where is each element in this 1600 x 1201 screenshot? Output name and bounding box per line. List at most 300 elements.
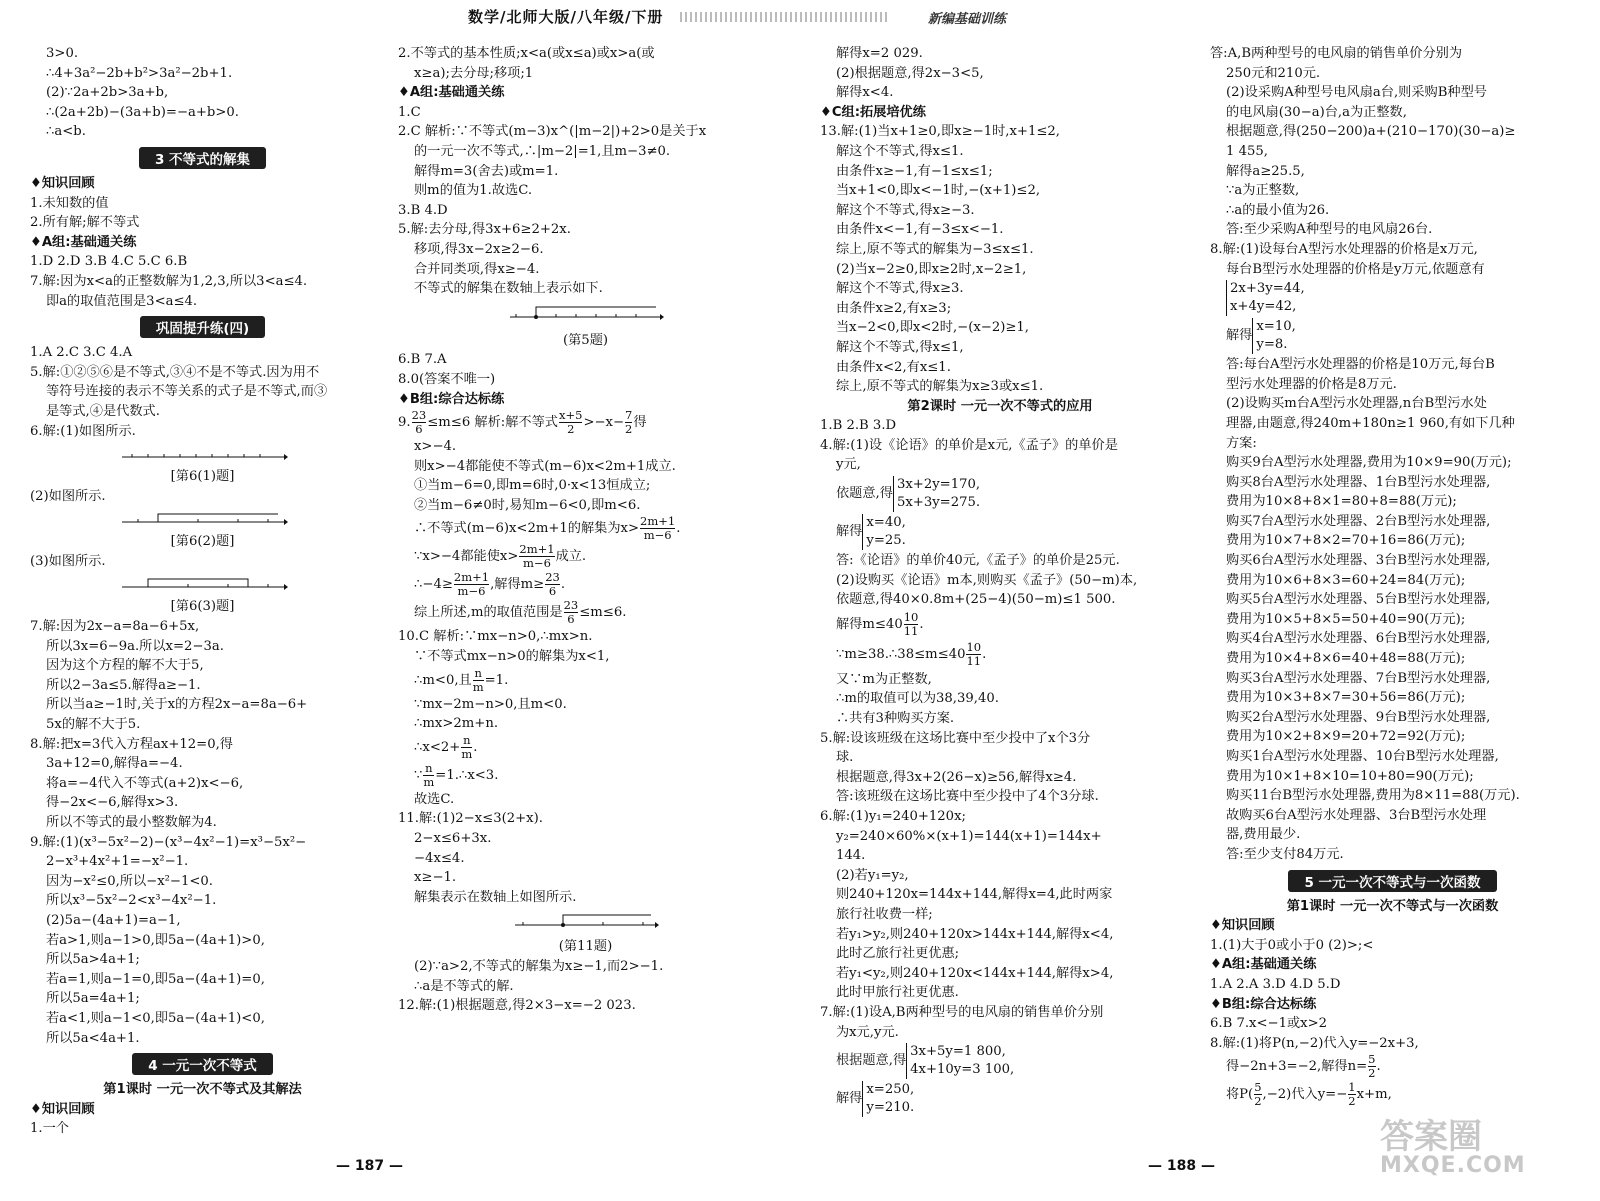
text-segment: 依题意,得 (836, 486, 893, 502)
fraction-numerator: 7 (625, 408, 633, 423)
subsection-heading: ♦知识回顾 (30, 175, 95, 191)
fraction-denominator: 2 (625, 422, 633, 437)
text-line: ①当m−6=0,即m=6时,0·x<13恒成立; (414, 478, 651, 494)
text-line: 1.B 2.B 3.D (820, 418, 897, 434)
text-line (820, 610, 1180, 640)
subsection-heading: ♦B组:综合达标练 (1210, 996, 1317, 1012)
text-line: 型污水处理器的价格是8万元. (1226, 376, 1397, 392)
text-line: 所以5a=4a+1; (46, 991, 140, 1007)
text-line: 此时甲旅行社更优惠. (836, 985, 959, 1001)
equation-system (1252, 318, 1295, 354)
fraction-denominator: m (423, 774, 435, 789)
section-title: 3 不等式的解集 (139, 147, 266, 169)
text-line: 综上,原不等式的解集为x≥3或x≤1. (836, 379, 1044, 395)
equation: x+4y=42, (1230, 298, 1297, 314)
figure-caption: [第6(3)题] (170, 599, 235, 615)
fraction-denominator: 11 (966, 653, 982, 668)
text-line: 将a=−4代入不等式(a+2)x<−6, (46, 775, 244, 791)
text-line (398, 571, 773, 599)
text-line (820, 1080, 1180, 1118)
text-segment: 根据题意,得 (836, 1053, 907, 1069)
fraction (1368, 1053, 1375, 1080)
text-line: y元, (836, 457, 861, 473)
subsection-heading: ♦知识回顾 (1210, 918, 1275, 934)
text-line: 若y₁<y₂,则240+120x<144x+144,解得x>4, (836, 965, 1114, 981)
text-line: 4.解:(1)设《论语》的单价是x元,《孟子》的单价是 (820, 437, 1118, 453)
text-line: 10.C 解析:∵mx−n>0,∴mx>n. (398, 629, 593, 645)
equation: x=40, (866, 514, 906, 530)
column-1 (30, 44, 375, 1139)
fraction-denominator: m−6 (643, 528, 672, 543)
text-segment: ∵m≥38.∴38≤m≤40 (836, 646, 966, 662)
text-line: 由条件x<−1,有−3≤x<−1. (836, 222, 1004, 238)
text-line: 2.C 解析:∵不等式(m−3)x^(|m−2|)+2>0是关于x (398, 124, 707, 140)
text-segment: ∵ (414, 767, 423, 783)
fraction-denominator: 2 (1368, 1066, 1376, 1081)
text-line: 13.解:(1)当x+1≥0,即x≥−1时,x+1≤2, (820, 124, 1060, 140)
fraction-numerator: 23 (411, 408, 427, 423)
equation-system (893, 476, 980, 512)
text-line (1210, 1081, 1575, 1109)
text-line: (2)根据题意,得2x−3<5, (836, 65, 984, 81)
text-line: 8.0(答案不唯一) (398, 371, 496, 387)
text-line: 所以x³−5x²−2<x³−4x²−1. (46, 893, 217, 909)
fraction (454, 571, 489, 598)
lesson-title: 第1课时 一元一次不等式及其解法 (103, 1082, 302, 1098)
text-segment: 9. (398, 415, 411, 431)
text-line: 答:《论语》的单价40元,《孟子》的单价是25元. (836, 553, 1120, 569)
watermark-logo-text: 答案圈 (1380, 1117, 1482, 1157)
text-line: 144. (836, 848, 866, 864)
text-line: 旅行社收费一样; (836, 906, 933, 922)
equation-system (862, 1081, 914, 1117)
text-line: 所以2−3a≤5.解得a≥−1. (46, 677, 201, 693)
number-line (511, 911, 661, 933)
number-line-figure (398, 303, 773, 327)
text-line: 8.解:(1)设每台A型污水处理器的价格是x万元, (1210, 241, 1478, 257)
text-line: 方案: (1226, 435, 1257, 451)
text-line: 9.解:(1)(x³−5x²−2)−(x³−4x²−1)=x³−5x²− (30, 834, 307, 850)
equation: 4x+10y=3 100, (910, 1061, 1015, 1077)
text-line: ∵不等式mx−n>0的解集为x<1, (414, 649, 610, 665)
lesson-title: 第2课时 一元一次不等式的应用 (907, 398, 1093, 414)
text-line: 根据题意,得(250−200)a+(210−170)(30−a)≥ (1226, 124, 1516, 140)
text-segment: 成立. (555, 549, 587, 565)
text-line: 解这个不等式,得x≤1. (836, 143, 964, 159)
text-line: 解这个不等式,得x≤1, (836, 339, 964, 355)
fraction (640, 515, 675, 542)
fraction-numerator: n (425, 760, 433, 775)
text-line: 由条件x≥−1,有−1≤x≤1; (836, 163, 993, 179)
text-line: 购买9台A型污水处理器,费用为10×9=90(万元); (1226, 455, 1512, 471)
text-line: 由条件x≥2,有x≥3; (836, 300, 952, 316)
equation: x=250, (866, 1081, 915, 1097)
fraction-denominator: m (461, 746, 473, 761)
fraction-denominator: 6 (567, 612, 575, 627)
text-line: ②当m−6≠0时,易知m−6<0,即m<6. (414, 497, 641, 513)
text-line (820, 513, 1180, 551)
fraction-numerator: 2m+1 (453, 570, 490, 585)
fraction-numerator: n (474, 665, 482, 680)
text-segment: ∴m<0,且 (414, 672, 472, 688)
text-line: 当x−2<0,即x<2时,−(x−2)≥1, (836, 320, 1029, 336)
text-line: 购买3台A型污水处理器、7台B型污水处理器, (1226, 670, 1491, 686)
text-line: 则240+120x=144x+144,解得x=4,此时两家 (836, 887, 1113, 903)
text-line: y₂=240×60%×(x+1)=144(x+1)=144x+ (836, 828, 1102, 844)
text-line: 7.解:因为x<a的正整数解为1,2,3,所以3<a≤4. (30, 273, 308, 289)
text-line: 当x+1<0,即x<−1时,−(x+1)≤2, (836, 183, 1041, 199)
text-line (1210, 317, 1575, 355)
text-segment: 得−2n+3=−2,解得n= (1226, 1059, 1368, 1075)
fraction (412, 409, 427, 436)
text-line: 3>0. (46, 46, 79, 61)
text-line: 8.解:(1)将P(n,−2)代入y=−2x+3, (1210, 1035, 1419, 1051)
text-line: x≥−1. (414, 870, 457, 886)
text-line: 250元和210元. (1226, 65, 1321, 81)
number-line (118, 575, 288, 593)
fraction (473, 667, 484, 694)
fraction-numerator: n (463, 732, 471, 747)
text-line (1210, 1053, 1575, 1081)
text-line: 因为这个方程的解不大于5, (46, 658, 204, 674)
text-segment: 将P( (1226, 1087, 1254, 1103)
fraction (564, 599, 579, 626)
section-title: 5 一元一次不等式与一次函数 (1288, 870, 1496, 892)
text-line: (2)设采购A种型号电风扇a台,则采购B种型号 (1226, 85, 1487, 101)
equation: y=8. (1256, 336, 1288, 352)
text-line: 5x的解不大于5. (46, 717, 141, 733)
text-line: 费用为10×5+8×5=50+40=90(万元); (1226, 611, 1466, 627)
equation: 2x+3y=44, (1230, 280, 1305, 296)
text-line: 购买5台A型污水处理器、5台B型污水处理器, (1226, 592, 1491, 608)
fraction-denominator: m−6 (457, 584, 486, 599)
text-line: 购买1台A型污水处理器、10台B型污水处理器, (1226, 749, 1499, 764)
fraction-denominator: 2 (1254, 1094, 1262, 1109)
text-line: ∴a<b. (46, 124, 86, 140)
text-line: 此时乙旅行社更优惠; (836, 946, 960, 962)
text-line (398, 734, 773, 762)
fraction-denominator: 6 (415, 422, 423, 437)
text-line: 1.(1)大于0或小于0 (2)>;< (1210, 937, 1374, 953)
text-line (398, 543, 773, 571)
fraction (966, 641, 981, 668)
equation: x=10, (1256, 318, 1296, 334)
fraction (625, 409, 632, 436)
text-segment: . (982, 646, 987, 662)
text-line: 12.解:(1)根据题意,得2×3−x=−2 023. (398, 998, 636, 1014)
text-line: 移项,得3x−2x≥2−6. (414, 241, 544, 257)
text-line: 解集表示在数轴上如图所示. (414, 889, 577, 905)
text-segment: ∴−4≥ (414, 577, 453, 593)
text-line: 11.解:(1)2−x≤3(2+x). (398, 811, 543, 827)
text-segment: . (919, 616, 924, 632)
text-line: 理器,由题意,得240m+180n≥1 960,有如下几种 (1226, 415, 1515, 431)
text-line: 所以5a>4a+1; (46, 952, 140, 968)
text-line: 所以5a<4a+1. (46, 1030, 140, 1046)
page-number-left: — 187 — (336, 1158, 403, 1174)
subsection-heading: ♦A组:基础通关练 (30, 234, 137, 250)
text-line: 6.解:(1)如图所示. (30, 423, 136, 439)
text-line: 2.不等式的基本性质;x<a(或x≤a)或x>a(或 (398, 46, 655, 61)
equation: 3x+5y=1 800, (910, 1043, 1006, 1059)
header-title: 数学/北师大版/八年级/下册 (468, 8, 664, 26)
text-line: 所以当a≥−1时,关于x的方程2x−a=8a−6+ (46, 697, 308, 713)
number-line (118, 445, 288, 463)
text-line: (2)设购买m台A型污水处理器,n台B型污水处 (1226, 396, 1487, 412)
text-line: 若a=1,则a−1=0,即5a−(4a+1)=0, (46, 971, 265, 987)
header-brand: 新编基础训练 (928, 12, 1007, 27)
fraction (1348, 1081, 1355, 1108)
text-line: 7.解:因为2x−a=8a−6+5x, (30, 619, 200, 635)
equation-system (1226, 280, 1305, 316)
text-line: 所以不等式的最小整数解为4. (46, 815, 217, 830)
text-line: ∴(2a+2b)−(3a+b)=−a+b>0. (46, 104, 239, 120)
fraction (904, 611, 919, 638)
text-line: 解得a≥25.5, (1226, 163, 1305, 179)
fraction-numerator: 10 (903, 609, 919, 624)
text-line: 答:每台A型污水处理器的价格是10万元,每台B (1226, 357, 1495, 373)
text-line: 费用为10×1+8×10=10+80=90(万元); (1226, 768, 1474, 784)
fraction (559, 409, 582, 436)
text-line: x>−4. (414, 439, 457, 455)
text-segment: 解得 (836, 1091, 863, 1107)
text-segment: ∴x<2+ (414, 739, 461, 755)
fraction (1254, 1081, 1261, 1108)
fraction-numerator: 10 (966, 639, 982, 654)
fraction-numerator: 1 (1348, 1080, 1356, 1095)
text-line: ∵mx−2m−n>0,且m<0. (414, 696, 567, 712)
subsection-heading: ♦A组:基础通关练 (1210, 957, 1317, 973)
text-segment: ≤m≤6 解析:解不等式 (427, 415, 558, 431)
text-line: 3.B 4.D (398, 202, 448, 218)
text-line: ∴a的最小值为26. (1226, 202, 1330, 218)
equation: y=210. (866, 1099, 915, 1115)
text-line: 答:至少采购A种型号的电风扇26台. (1226, 222, 1433, 238)
text-line: 所以3x=6−9a.所以x=2−3a. (46, 638, 224, 654)
fraction-denominator: m (472, 679, 484, 694)
subsection-heading: ♦C组:拓展培优练 (820, 104, 926, 120)
text-line: 6.B 7.A (398, 352, 447, 368)
text-line: 合并同类项,得x≥−4. (414, 261, 540, 277)
text-segment: 解得m≤40 (836, 616, 903, 632)
text-line (820, 475, 1180, 513)
figure-caption: (第11题) (558, 939, 613, 955)
text-line: ∴共有3种购买方案. (836, 711, 955, 727)
fraction-numerator: 5 (1254, 1080, 1262, 1095)
text-line: 若y₁>y₂,则240+120x>144x+144,解得x<4, (836, 926, 1114, 942)
text-line: 答:A,B两种型号的电风扇的销售单价分别为 (1210, 46, 1463, 61)
fraction-denominator: 2 (567, 422, 575, 437)
text-line: ∴4+3a²−2b+b²>3a²−2b+1. (46, 65, 233, 81)
figure-caption: (第5题) (562, 332, 609, 348)
text-line: 则x>−4都能使不等式(m−6)x<2m+1成立. (414, 458, 676, 474)
text-line: 1.未知数的值 (30, 195, 109, 211)
text-line: 1 455, (1226, 143, 1268, 159)
text-line: (2)如图所示. (30, 488, 106, 504)
number-line-figure (30, 445, 375, 463)
fraction-denominator: 2 (1348, 1094, 1356, 1109)
text-segment: ≤m≤6. (579, 605, 627, 621)
text-line: 费用为10×2+8×9=20+72=92(万元); (1226, 729, 1466, 745)
text-line: 5.解:去分母,得3x+6≥2+2x. (398, 222, 571, 238)
text-line: 器,费用最少. (1226, 827, 1301, 843)
text-line: 费用为10×8+8×1=80+8=88(万元); (1226, 494, 1457, 510)
equation-system (906, 1043, 1014, 1079)
text-line: (2)设购买《论语》m本,则购买《孟子》(50−m)本, (836, 572, 1138, 588)
fraction-numerator: 23 (563, 598, 579, 613)
text-line (1210, 279, 1575, 317)
text-line: 解得x<4. (836, 85, 894, 101)
text-line: (2)∵2a+2b>3a+b, (46, 85, 169, 101)
text-segment: ∴不等式(m−6)x<2m+1的解集为x> (414, 521, 640, 537)
text-segment: ,解得m≥ (490, 577, 545, 593)
text-line: 答:该班级在这场比赛中至少投中了4个3分球. (836, 789, 1099, 805)
text-line: 3a+12=0,解得a=−4. (46, 756, 183, 772)
column-4 (1210, 44, 1575, 1109)
text-line: (2)若y₁=y₂, (836, 867, 909, 883)
equation-system (862, 514, 905, 550)
text-line: 等符号连接的表示不等关系的式子是不等式,而③ (46, 384, 328, 400)
fraction (519, 543, 554, 570)
fraction-denominator: 6 (548, 584, 557, 599)
text-line (398, 762, 773, 790)
text-line: 每台B型污水处理器的价格是y万元,依题意有 (1226, 261, 1485, 277)
text-segment: =1.∴x<3. (435, 767, 499, 783)
lesson-title: 第1课时 一元一次不等式与一次函数 (1286, 898, 1499, 914)
text-line: (2)∵a>2,不等式的解集为x≥−1,而2>−1. (414, 959, 664, 974)
equation: 3x+2y=170, (896, 476, 981, 492)
fraction (545, 571, 560, 598)
text-line: x≥a);去分母;移项;1 (414, 65, 534, 81)
text-line: 费用为10×3+8×7=30+56=86(万元); (1226, 690, 1466, 706)
fraction-numerator: x+5 (559, 408, 583, 423)
text-line (398, 667, 773, 695)
text-line: 购买6台A型污水处理器、3台B型污水处理器, (1226, 553, 1491, 569)
text-line (398, 409, 773, 437)
text-line: 购买7台A型污水处理器、2台B型污水处理器, (1226, 513, 1491, 529)
text-line: 又∵m为正整数, (836, 671, 932, 687)
subsection-heading: ♦B组:综合达标练 (398, 391, 505, 407)
text-segment: . (560, 577, 566, 593)
text-line: (2)当x−2≥0,即x≥2时,x−2≥1, (836, 261, 1027, 277)
column-2 (398, 44, 773, 1016)
text-line: 解得m=3(舍去)或m=1. (414, 163, 559, 179)
text-line: 综上,原不等式的解集为−3≤x≤1. (836, 241, 1034, 257)
watermark-url: MXQE.COM (1380, 1153, 1526, 1178)
section-title: 4 一元一次不等式 (132, 1053, 273, 1075)
text-segment: >−x− (583, 415, 625, 431)
fraction (423, 762, 434, 789)
fraction-numerator: 5 (1368, 1052, 1376, 1067)
fraction-denominator: 11 (903, 623, 919, 638)
fraction-numerator: 2m+1 (519, 542, 555, 557)
text-line: 根据题意,得3x+2(26−x)≥56,解得x≥4. (836, 769, 1077, 785)
text-line: 5.解:①②⑤⑥是不等式,③④不是不等式.因为用不 (30, 364, 320, 380)
text-line: 2−x³+4x²+1=−x²−1. (46, 854, 189, 870)
text-line: 是等式,④是代数式. (46, 403, 160, 419)
text-line: 依题意,得40×0.8m+(25−4)(50−m)≤1 500. (836, 592, 1116, 608)
text-line: 则m的值为1.故选C. (414, 183, 533, 199)
text-line: 1.D 2.D 3.B 4.C 5.C 6.B (30, 254, 188, 270)
text-line (398, 515, 773, 543)
text-line: 8.解:把x=3代入方程ax+12=0,得 (30, 736, 233, 752)
text-segment: . (1376, 1059, 1381, 1075)
number-line-figure (30, 510, 375, 528)
text-line: 购买4台A型污水处理器、6台B型污水处理器, (1226, 631, 1491, 647)
fraction-numerator: 2m+1 (640, 514, 676, 529)
fraction (461, 734, 472, 761)
text-line: 故选C. (414, 791, 455, 807)
figure-caption: [第6(2)题] (170, 534, 235, 550)
equation: y=25. (866, 532, 906, 548)
text-line: 球. (836, 750, 854, 766)
text-line: 的一元一次不等式,∴|m−2|=1,且m−3≠0. (414, 143, 671, 159)
text-line: 7.解:(1)设A,B两种型号的电风扇的销售单价分别 (820, 1004, 1104, 1020)
text-line: (3)如图所示. (30, 553, 106, 569)
text-segment: 综上所述,m的取值范围是 (414, 605, 563, 621)
text-line: 1.A 2.C 3.C 4.A (30, 345, 133, 361)
text-line: (2)5a−(4a+1)=a−1, (46, 912, 181, 928)
subsection-heading: ♦知识回顾 (30, 1101, 95, 1117)
text-line: 若a<1,则a−1<0,即5a−(4a+1)<0, (46, 1010, 265, 1026)
text-line: ∴mx>2m+n. (414, 716, 499, 732)
number-line-figure (398, 911, 773, 933)
text-line: 得−2x<−6,解得x>3. (46, 795, 179, 811)
text-segment: ∵x>−4都能使x> (414, 549, 519, 565)
page-header (0, 0, 1600, 34)
section-title: 巩固提升练(四) (140, 316, 265, 338)
text-segment: =1. (484, 672, 509, 688)
fraction-denominator: m−6 (523, 556, 551, 571)
text-line: 的电风扇(30−a)台,a为正整数, (1226, 104, 1407, 120)
text-line: 购买11台B型污水处理器,费用为8×11=88(万元). (1226, 788, 1520, 804)
text-line: 解得x=2 029. (836, 46, 923, 61)
text-line: 即a的取值范围是3<a≤4. (46, 293, 198, 309)
text-line: 为x元,y元. (836, 1024, 899, 1040)
column-3 (820, 44, 1180, 1118)
number-line (118, 510, 288, 528)
text-segment: . (473, 739, 478, 755)
text-line: 购买8台A型污水处理器、1台B型污水处理器, (1226, 474, 1491, 490)
text-line: ∵a为正整数, (1226, 183, 1300, 199)
text-line: 因为−x²≤0,所以−x²−1<0. (46, 873, 214, 889)
fraction-numerator: 23 (545, 570, 560, 585)
number-line-figure (30, 575, 375, 593)
subsection-heading: ♦A组:基础通关练 (398, 85, 505, 101)
text-line: 2−x≤6+3x. (414, 831, 492, 847)
text-segment: 解得 (836, 524, 863, 540)
text-line: −4x≤4. (414, 850, 465, 866)
text-line: 费用为10×6+8×3=60+24=84(万元); (1226, 572, 1466, 588)
text-line (820, 1042, 1180, 1080)
text-line: 1.一个 (30, 1121, 69, 1137)
text-line (398, 599, 773, 627)
text-line: 5.解:设该班级在这场比赛中至少投中了x个3分 (820, 730, 1091, 746)
text-line: 6.B 7.x<−1或x>2 (1210, 1016, 1328, 1032)
text-line: 2.所有解;解不等式 (30, 215, 140, 231)
text-segment: ,−2)代入y=− (1262, 1087, 1348, 1103)
text-line: 故购买6台A型污水处理器、3台B型污水处理 (1226, 807, 1487, 823)
text-line: 1.A 2.A 3.D 4.D 5.D (1210, 976, 1341, 992)
text-line: 1.C (398, 104, 421, 120)
text-line: ∴a是不等式的解. (414, 978, 514, 994)
text-line: 购买2台A型污水处理器、9台B型污水处理器, (1226, 709, 1491, 725)
text-line: 费用为10×4+8×6=40+48=88(万元); (1226, 651, 1466, 667)
watermark (1380, 1117, 1580, 1182)
text-segment: 得 (633, 415, 647, 431)
text-line: 6.解:(1)y₁=240+120x; (820, 809, 966, 824)
figure-caption: [第6(1)题] (170, 469, 235, 485)
